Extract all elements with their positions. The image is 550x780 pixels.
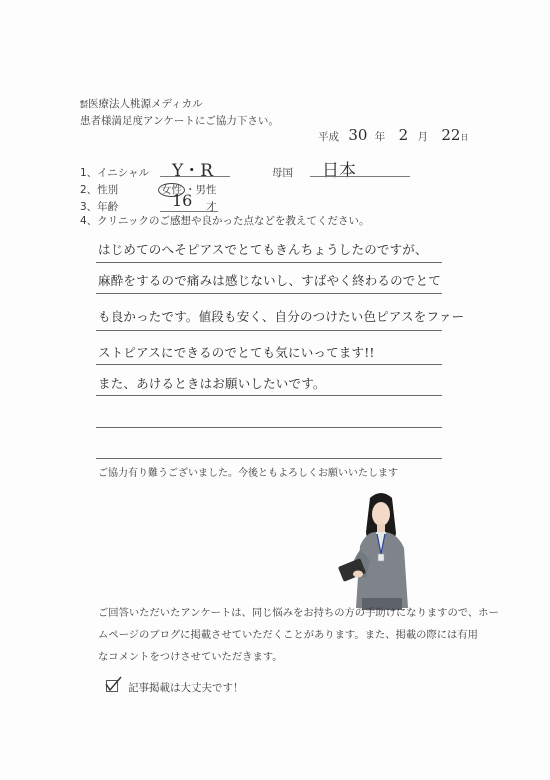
date-month-unit: 月 (417, 131, 429, 143)
age-unit: 才 (206, 201, 217, 213)
gender-male-option[interactable]: 男性 (195, 184, 217, 196)
initial-underline (160, 176, 230, 177)
comment-line: また、あけるときはお願いしたいです。 (98, 376, 326, 391)
date-month: 2 (398, 126, 409, 144)
initial-value[interactable]: Y・R (172, 161, 214, 181)
date-era: 平成 (318, 131, 339, 143)
org-name: 医療法人桃源メディカル (88, 98, 203, 110)
date-day: 22 (441, 126, 461, 144)
initial-label: 1、イニシャル (80, 167, 150, 179)
gender-separator: ・ (185, 184, 196, 196)
survey-request: 患者様満足度アンケートにご協力下さい。 (80, 115, 279, 127)
date-row (318, 126, 468, 144)
notice-line: なコメントをつけさせていただきます。 (98, 651, 283, 663)
staff-photo (336, 488, 426, 610)
comment-line: 麻酔をするので痛みは感じないし、すばやく終わるのでとて (98, 273, 441, 288)
date-day-unit: 日 (460, 133, 469, 142)
consent-checkbox[interactable] (104, 676, 120, 692)
comment-line: も良かったです。値段も安く、自分のつけたい色ピアスをファー (98, 309, 465, 324)
country-underline (310, 176, 410, 177)
consent-label: 記事掲載は大丈夫です！ (128, 682, 244, 694)
org-mark: ㍿ (80, 100, 88, 109)
comment-line: ストピアスにできるのでとても気にいってます!! (98, 345, 375, 360)
notice-line: ご回答いただいたアンケートは、同じ悩みをお持ちの方の手助けになりますので、ホー (98, 607, 499, 619)
age-label: 3、年齢 (80, 201, 119, 213)
age-value[interactable]: 16 (172, 191, 193, 210)
comment-rule (96, 458, 442, 459)
notice-line: ムページのブログに掲載させていただくことがあります。また、掲載の際には有用 (98, 629, 478, 641)
date-year-unit: 年 (374, 131, 386, 143)
comment-rule (96, 427, 442, 428)
gender-label: 2、性別 (80, 184, 119, 196)
country-value[interactable]: 日本 (322, 161, 356, 181)
comment-rule (96, 293, 442, 294)
country-label: 母国 (272, 167, 293, 179)
comment-rule (96, 364, 442, 365)
comment-rule (96, 262, 442, 263)
date-year: 30 (348, 126, 368, 144)
thanks-text: ご協力有り難うございました。今後ともよろしくお願いいたします (98, 468, 398, 479)
comment-rule (96, 395, 442, 396)
age-underline (160, 211, 218, 212)
q4-label: 4、クリニックのご感想や良かった点などを教えてください。 (80, 215, 370, 227)
comment-rule (96, 330, 442, 331)
gender-female-option[interactable]: 女性 (158, 183, 185, 197)
check-mark-icon (104, 676, 122, 692)
comment-line: はじめてのへそピアスでとてもきんちょうしたのですが、 (98, 242, 428, 257)
clinic-name (80, 96, 203, 111)
